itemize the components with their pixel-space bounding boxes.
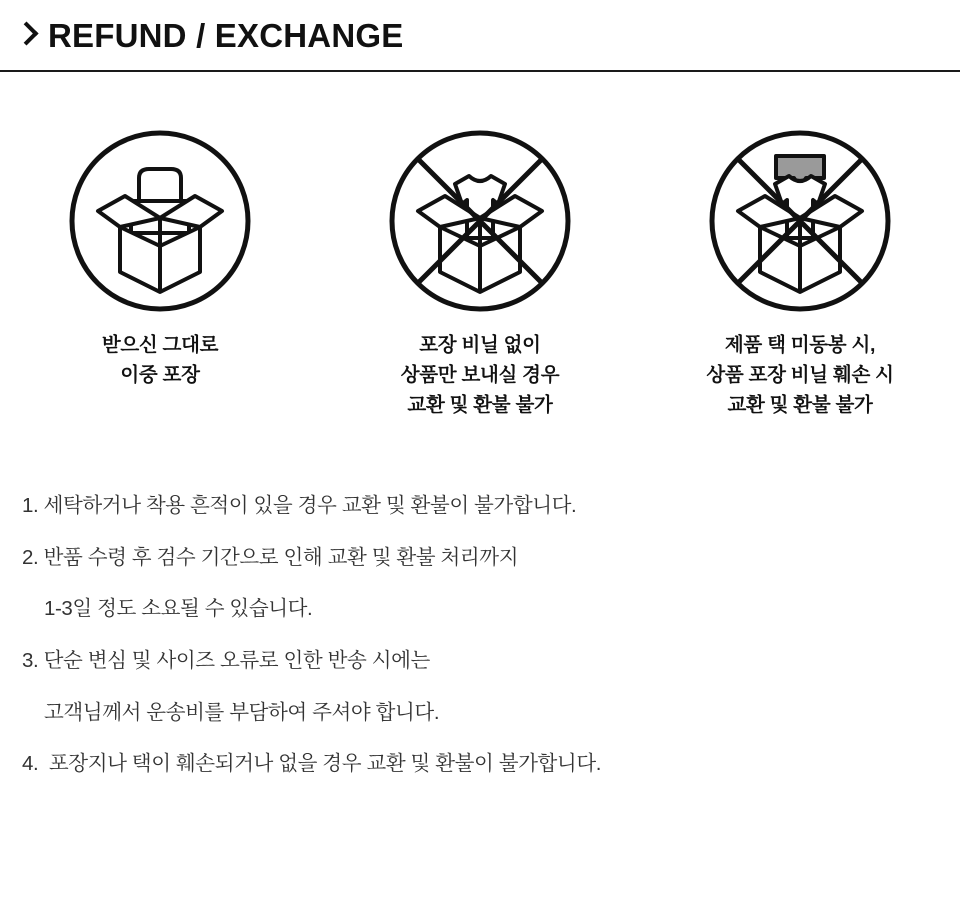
caption-line: 이중 포장 [120,364,200,387]
note-item: 3. 단순 변심 및 사이즈 오류로 인한 반송 시에는 [22,649,430,673]
no-tag-box-crossed-icon [705,126,895,316]
note-item: 2. 반품 수령 후 검수 기간으로 인해 교환 및 환불 처리까지 [22,545,519,569]
caption-line: 상품 포장 비닐 훼손 시 [706,364,894,387]
caption-line: 받으신 그대로 [101,334,219,356]
section-header [0,0,960,72]
policy-caption [401,330,560,421]
double-packed-box-icon [65,126,255,316]
caption-line: 상품만 보내실 경우 [400,364,560,387]
policy-item-double-packing [10,126,310,390]
policy-item-no-tag [650,126,950,421]
caption-line: 교환 및 환불 불가 [727,394,873,417]
note-item-continuation: 1-3일 정도 소요될 수 있습니다. [44,597,313,621]
caption-line: 교환 및 환불 불가 [407,394,553,417]
caption-line: 제품 택 미동봉 시, [724,334,876,356]
caption-line: 포장 비닐 없이 [419,334,541,356]
policy-notes-list [0,492,960,802]
note-item: 1. 세탁하거나 착용 흔적이 있을 경우 교환 및 환불이 불가합니다. [22,494,577,517]
chevron-right-icon [14,18,38,52]
no-plastic-wrap-box-crossed-icon [385,126,575,316]
policy-caption [706,330,893,421]
policy-caption [102,330,218,390]
page-title: REFUND / EXCHANGE [48,16,404,54]
policy-item-no-plastic-wrap [330,126,630,421]
policy-icon-row [0,126,960,421]
note-item-continuation: 고객님께서 운송비를 부담하여 주셔야 합니다. [44,700,440,724]
note-item: 4. 포장지나 택이 훼손되거나 없을 경우 교환 및 환불이 불가합니다. [22,752,602,776]
